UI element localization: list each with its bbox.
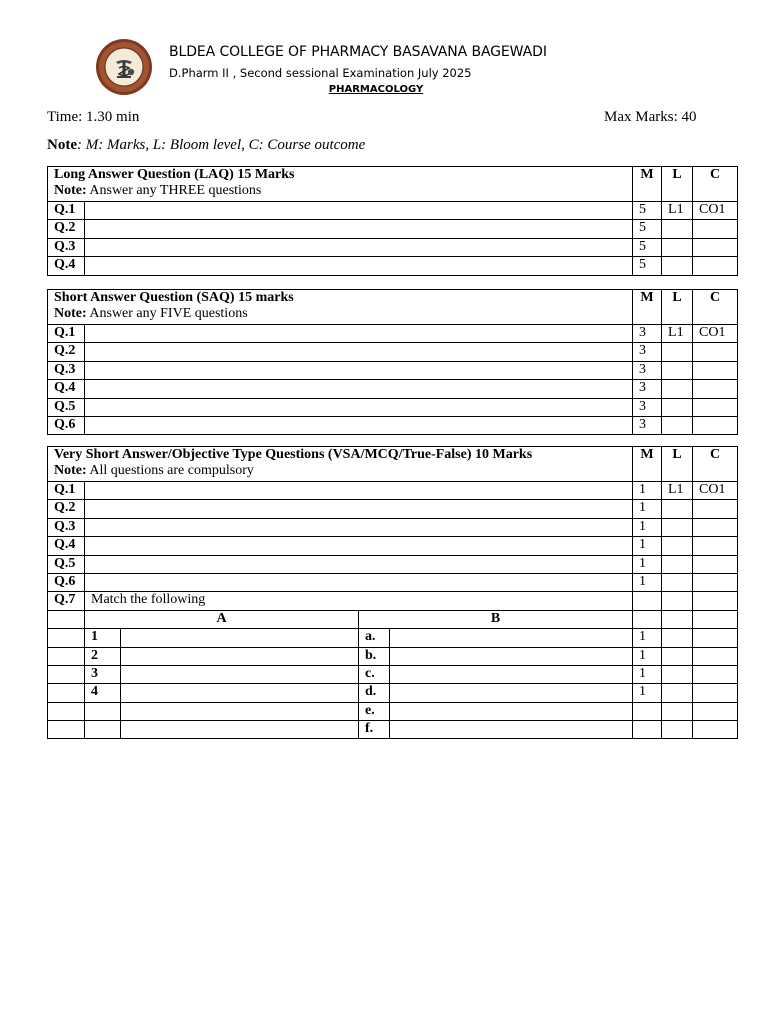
table-row bbox=[48, 361, 738, 379]
vsa-header bbox=[48, 447, 633, 482]
match-column-a-header: A bbox=[85, 610, 359, 628]
marks: 1 bbox=[633, 684, 662, 702]
col-level-header: L bbox=[662, 290, 693, 325]
empty-cell bbox=[48, 610, 85, 628]
question-number: Q.2 bbox=[48, 220, 85, 238]
table-row bbox=[48, 257, 738, 275]
marks: 3 bbox=[633, 361, 662, 379]
match-row bbox=[48, 702, 738, 720]
match-a-text bbox=[121, 684, 359, 702]
bloom-level bbox=[662, 592, 693, 610]
marks: 1 bbox=[633, 482, 662, 500]
course-outcome bbox=[693, 647, 738, 665]
match-b-letter: a. bbox=[359, 629, 390, 647]
question-number: Q.3 bbox=[48, 518, 85, 536]
question-number: Q.4 bbox=[48, 380, 85, 398]
bloom-level bbox=[662, 380, 693, 398]
course-outcome bbox=[693, 573, 738, 591]
bloom-level bbox=[662, 238, 693, 256]
course-outcome bbox=[693, 343, 738, 361]
match-b-text bbox=[390, 647, 633, 665]
match-header-row bbox=[48, 610, 738, 628]
table-row bbox=[48, 325, 738, 343]
course-outcome bbox=[693, 518, 738, 536]
marks: 5 bbox=[633, 257, 662, 275]
match-a-text bbox=[121, 647, 359, 665]
bloom-level: L1 bbox=[662, 202, 693, 220]
question-text bbox=[85, 361, 633, 379]
course-outcome bbox=[693, 684, 738, 702]
question-number: Q.5 bbox=[48, 555, 85, 573]
vsa-title: Very Short Answer/Objective Type Questions (VSA/MCQ/True-False) 10 Marks bbox=[54, 447, 533, 462]
course-outcome: CO1 bbox=[693, 325, 738, 343]
match-a-number: 1 bbox=[85, 629, 121, 647]
table-row bbox=[48, 555, 738, 573]
legend-note bbox=[47, 137, 365, 154]
legend-note-text: : M: Marks, L: Bloom level, C: Course outcome bbox=[77, 137, 366, 153]
college-name: BLDEA COLLEGE OF PHARMACY BASAVANA BAGEWADI bbox=[169, 44, 547, 60]
course-outcome: CO1 bbox=[693, 202, 738, 220]
marks: 5 bbox=[633, 202, 662, 220]
exam-name: D.Pharm II , Second sessional Examination July 2025 bbox=[169, 66, 472, 80]
match-a-number: 3 bbox=[85, 665, 121, 683]
bloom-level: L1 bbox=[662, 482, 693, 500]
marks: 1 bbox=[633, 500, 662, 518]
marks: 3 bbox=[633, 325, 662, 343]
course-outcome bbox=[693, 416, 738, 434]
legend-note-label: Note bbox=[47, 137, 77, 153]
max-marks: Max Marks: 40 bbox=[604, 109, 697, 125]
match-row bbox=[48, 721, 738, 739]
marks bbox=[633, 592, 662, 610]
course-outcome bbox=[693, 398, 738, 416]
bloom-level bbox=[662, 343, 693, 361]
marks: 3 bbox=[633, 416, 662, 434]
course-outcome bbox=[693, 220, 738, 238]
bloom-level bbox=[662, 257, 693, 275]
vsa-note-text: All questions are compulsory bbox=[86, 463, 254, 478]
course-outcome: CO1 bbox=[693, 482, 738, 500]
question-number: Q.6 bbox=[48, 416, 85, 434]
bloom-level bbox=[662, 220, 693, 238]
marks: 1 bbox=[633, 555, 662, 573]
marks: 1 bbox=[633, 573, 662, 591]
marks: 5 bbox=[633, 238, 662, 256]
col-level-header: L bbox=[662, 447, 693, 482]
match-b-letter: c. bbox=[359, 665, 390, 683]
empty-cell bbox=[633, 610, 662, 628]
laq-note-label: Note: bbox=[54, 183, 87, 198]
marks: 5 bbox=[633, 220, 662, 238]
bloom-level bbox=[662, 665, 693, 683]
empty-cell bbox=[693, 610, 738, 628]
match-b-text bbox=[390, 721, 633, 739]
question-text bbox=[85, 325, 633, 343]
empty-cell bbox=[662, 610, 693, 628]
laq-header bbox=[48, 167, 633, 202]
match-a-text bbox=[121, 629, 359, 647]
table-row bbox=[48, 592, 738, 610]
table-row bbox=[48, 573, 738, 591]
bloom-level bbox=[662, 702, 693, 720]
match-row bbox=[48, 665, 738, 683]
match-b-letter: f. bbox=[359, 721, 390, 739]
marks: 3 bbox=[633, 398, 662, 416]
marks: 1 bbox=[633, 665, 662, 683]
match-row bbox=[48, 684, 738, 702]
table-row bbox=[48, 518, 738, 536]
saq-title: Short Answer Question (SAQ) 15 marks bbox=[54, 290, 294, 305]
match-a-number: 4 bbox=[85, 684, 121, 702]
col-level-header: L bbox=[662, 167, 693, 202]
match-row bbox=[48, 629, 738, 647]
course-outcome bbox=[693, 665, 738, 683]
match-row bbox=[48, 647, 738, 665]
marks: 1 bbox=[633, 537, 662, 555]
vsa-note-label: Note: bbox=[54, 463, 87, 478]
laq-title: Long Answer Question (LAQ) 15 Marks bbox=[54, 167, 295, 182]
course-outcome bbox=[693, 238, 738, 256]
table-row bbox=[48, 416, 738, 434]
exam-time: Time: 1.30 min bbox=[47, 109, 140, 125]
question-number: Q.5 bbox=[48, 398, 85, 416]
question-number: Q.6 bbox=[48, 573, 85, 591]
question-number: Q.1 bbox=[48, 482, 85, 500]
empty-cell bbox=[48, 629, 85, 647]
saq-note-text: Answer any FIVE questions bbox=[86, 306, 248, 321]
bloom-level bbox=[662, 518, 693, 536]
question-number: Q.1 bbox=[48, 325, 85, 343]
question-number: Q.3 bbox=[48, 238, 85, 256]
bloom-level bbox=[662, 684, 693, 702]
table-row bbox=[48, 202, 738, 220]
course-outcome bbox=[693, 500, 738, 518]
match-b-text bbox=[390, 684, 633, 702]
marks: 1 bbox=[633, 629, 662, 647]
col-marks-header: M bbox=[633, 290, 662, 325]
match-a-text bbox=[121, 702, 359, 720]
match-b-text bbox=[390, 702, 633, 720]
marks: 3 bbox=[633, 343, 662, 361]
bloom-level bbox=[662, 500, 693, 518]
col-outcome-header: C bbox=[693, 290, 738, 325]
question-text bbox=[85, 238, 633, 256]
match-instruction: Match the following bbox=[85, 592, 633, 610]
match-b-letter: b. bbox=[359, 647, 390, 665]
saq-note-label: Note: bbox=[54, 306, 87, 321]
col-outcome-header: C bbox=[693, 167, 738, 202]
question-text bbox=[85, 202, 633, 220]
question-number: Q.2 bbox=[48, 343, 85, 361]
saq-header bbox=[48, 290, 633, 325]
table-row bbox=[48, 220, 738, 238]
course-outcome bbox=[693, 592, 738, 610]
vsa-table bbox=[47, 446, 738, 739]
course-outcome bbox=[693, 537, 738, 555]
question-number: Q.2 bbox=[48, 500, 85, 518]
match-b-letter: e. bbox=[359, 702, 390, 720]
empty-cell bbox=[48, 665, 85, 683]
marks: 1 bbox=[633, 518, 662, 536]
table-row bbox=[48, 482, 738, 500]
empty-cell bbox=[48, 647, 85, 665]
marks bbox=[633, 721, 662, 739]
question-number: Q.7 bbox=[48, 592, 85, 610]
course-outcome bbox=[693, 629, 738, 647]
question-text bbox=[85, 380, 633, 398]
match-b-letter: d. bbox=[359, 684, 390, 702]
table-row bbox=[48, 238, 738, 256]
course-outcome bbox=[693, 721, 738, 739]
question-text bbox=[85, 518, 633, 536]
question-text bbox=[85, 555, 633, 573]
table-row bbox=[48, 343, 738, 361]
question-text bbox=[85, 257, 633, 275]
empty-cell bbox=[48, 702, 85, 720]
course-outcome bbox=[693, 380, 738, 398]
question-text bbox=[85, 220, 633, 238]
question-text bbox=[85, 398, 633, 416]
match-column-b-header: B bbox=[359, 610, 633, 628]
table-row bbox=[48, 398, 738, 416]
bloom-level bbox=[662, 555, 693, 573]
laq-note-text: Answer any THREE questions bbox=[86, 183, 262, 198]
col-outcome-header: C bbox=[693, 447, 738, 482]
course-outcome bbox=[693, 257, 738, 275]
bloom-level bbox=[662, 537, 693, 555]
match-b-text bbox=[390, 629, 633, 647]
match-a-text bbox=[121, 665, 359, 683]
question-number: Q.4 bbox=[48, 257, 85, 275]
table-row bbox=[48, 537, 738, 555]
bloom-level bbox=[662, 416, 693, 434]
bloom-level bbox=[662, 361, 693, 379]
table-row bbox=[48, 500, 738, 518]
question-number: Q.4 bbox=[48, 537, 85, 555]
bloom-level bbox=[662, 573, 693, 591]
question-text bbox=[85, 343, 633, 361]
empty-cell bbox=[48, 721, 85, 739]
course-outcome bbox=[693, 702, 738, 720]
question-text bbox=[85, 500, 633, 518]
question-text bbox=[85, 482, 633, 500]
question-number: Q.1 bbox=[48, 202, 85, 220]
bloom-level bbox=[662, 647, 693, 665]
col-marks-header: M bbox=[633, 447, 662, 482]
match-a-number: 2 bbox=[85, 647, 121, 665]
match-b-text bbox=[390, 665, 633, 683]
marks: 3 bbox=[633, 380, 662, 398]
subject-title: PHARMACOLOGY bbox=[328, 84, 424, 95]
course-outcome bbox=[693, 555, 738, 573]
question-text bbox=[85, 537, 633, 555]
match-a-number bbox=[85, 702, 121, 720]
table-row bbox=[48, 380, 738, 398]
col-marks-header: M bbox=[633, 167, 662, 202]
question-text bbox=[85, 573, 633, 591]
match-a-number bbox=[85, 721, 121, 739]
bloom-level bbox=[662, 398, 693, 416]
bloom-level: L1 bbox=[662, 325, 693, 343]
marks bbox=[633, 702, 662, 720]
marks: 1 bbox=[633, 647, 662, 665]
saq-table bbox=[47, 289, 738, 435]
question-number: Q.3 bbox=[48, 361, 85, 379]
course-outcome bbox=[693, 361, 738, 379]
bloom-level bbox=[662, 721, 693, 739]
bloom-level bbox=[662, 629, 693, 647]
empty-cell bbox=[48, 684, 85, 702]
laq-table bbox=[47, 166, 738, 276]
question-text bbox=[85, 416, 633, 434]
match-a-text bbox=[121, 721, 359, 739]
